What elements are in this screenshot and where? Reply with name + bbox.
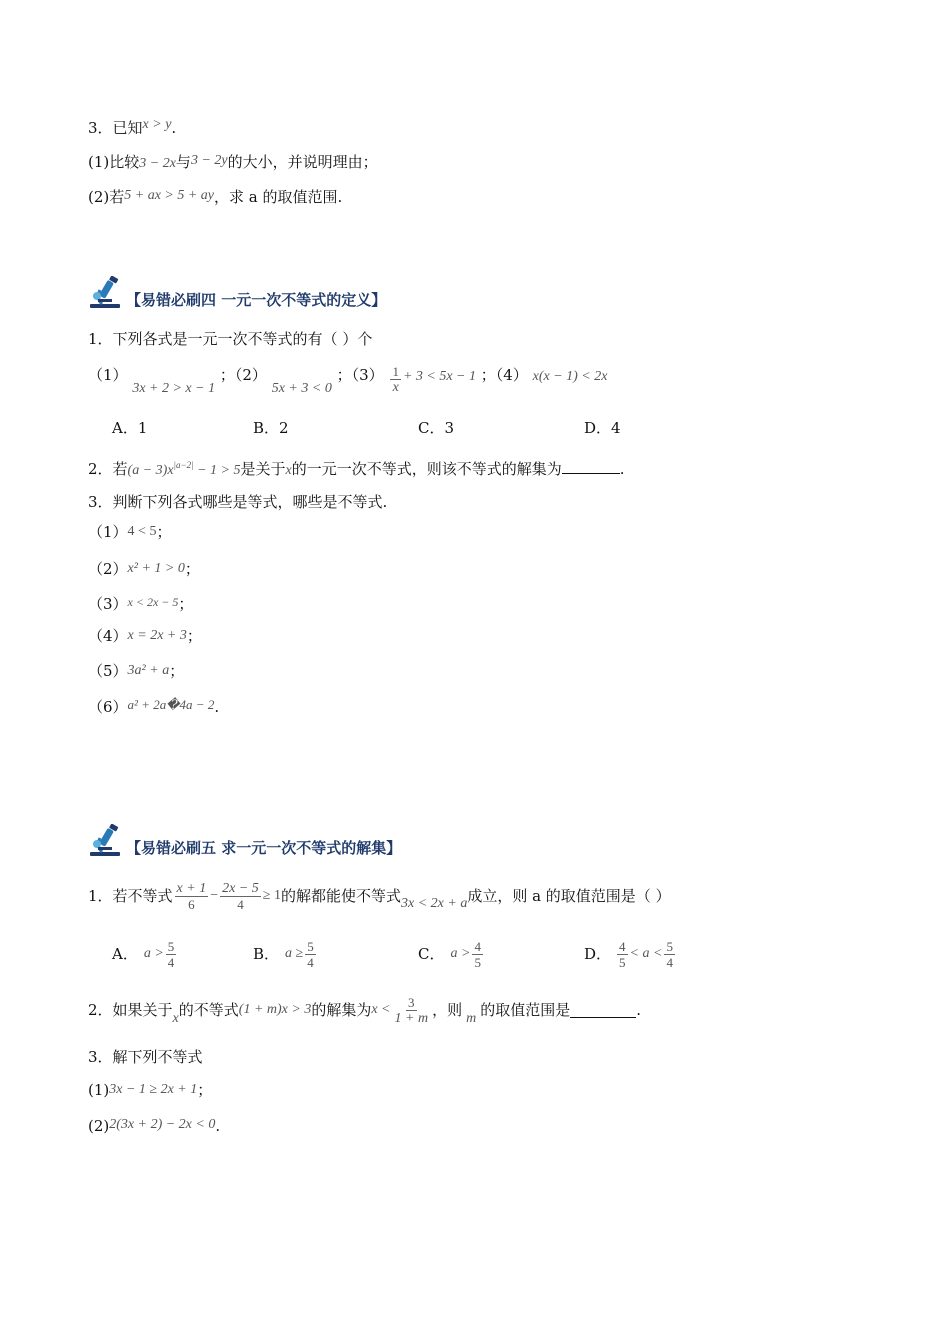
s4-q2 — [88, 455, 625, 481]
frac-num: 2x − 5 — [222, 880, 259, 896]
s5-q3-line1 — [88, 1080, 212, 1102]
s5-q3-text: 3．解下列不等式 — [88, 1048, 203, 1066]
text: 1．若不等式 — [88, 887, 173, 905]
text: ； — [169, 662, 185, 680]
math-expr: a ≥ — [285, 946, 304, 961]
frac-num: 4 — [619, 938, 626, 954]
frac-den: x — [392, 380, 399, 395]
fraction — [390, 364, 401, 395]
section-title: 【易错必刷四 一元一次不等式的定义】 — [126, 291, 387, 309]
item-label: （5） — [88, 662, 128, 680]
math-expr: 4 < 5 — [127, 524, 157, 539]
text: . — [619, 460, 625, 478]
frac-num: 5 — [167, 938, 175, 954]
frac-den: 4 — [167, 954, 175, 970]
math-exponent: |a−2| — [173, 460, 194, 470]
text: . — [214, 698, 220, 716]
text: 的大小，并说明理由； — [227, 153, 378, 171]
text: 的一元一次不等式，则该不等式的解集为 — [291, 460, 562, 478]
fraction — [305, 939, 316, 970]
q3-top-line3 — [88, 187, 342, 209]
s4-q3-text: 3．判断下列各式哪些是等式，哪些是不等式. — [88, 493, 388, 511]
text: 2．如果关于 — [88, 1001, 173, 1019]
text: ，则 — [432, 1001, 463, 1019]
math-var: x — [172, 1011, 179, 1026]
text: (2) — [88, 1117, 110, 1135]
text: . — [636, 1001, 642, 1019]
text: ； — [184, 560, 200, 578]
s4-q1-option-b: B．2 — [253, 419, 289, 437]
answer-blank[interactable] — [570, 1003, 636, 1018]
s4-q3-item — [88, 559, 200, 581]
text: 3．已知 — [88, 119, 143, 137]
text: (1) — [88, 1081, 110, 1099]
fraction — [617, 939, 628, 970]
frac-num: 3 — [408, 994, 415, 1010]
fraction — [220, 881, 261, 912]
frac-num: 5 — [307, 938, 314, 954]
s4-q1-option-c: C．3 — [418, 419, 455, 437]
text: (1)比较 — [88, 153, 140, 171]
q3-top-line2 — [88, 152, 378, 174]
text: (2)若 — [88, 188, 125, 206]
option-label: C． — [418, 945, 445, 963]
s4-q3-item — [88, 626, 202, 648]
s4-q1-text: 1．下列各式是一元一次不等式的有（ ）个 — [88, 330, 373, 348]
math-expr: a² + 2a�4a − 2 — [127, 697, 215, 712]
microscope-icon — [88, 824, 124, 858]
frac-den: 4 — [666, 954, 673, 970]
math-expr: 3a² + a — [127, 663, 170, 678]
s5-q1-option-d — [584, 932, 677, 976]
text: ； — [186, 627, 202, 645]
s4-q3-item — [88, 697, 219, 718]
math-expr: x < — [371, 1002, 391, 1017]
section-header-5 — [88, 824, 401, 858]
frac-num: 5 — [666, 938, 673, 954]
option-label: B． — [253, 945, 280, 963]
s4-q1-option-d: D．4 — [584, 419, 621, 437]
math-expr: 3x − 1 ≥ 2x + 1 — [109, 1082, 198, 1097]
s5-q3-line2 — [88, 1116, 220, 1138]
math-expr: ≥ 1 — [262, 888, 281, 903]
text: 与 — [175, 153, 191, 171]
math-expr: 3x < 2x + a — [401, 896, 468, 911]
math-expr: − 1 > 5 — [193, 463, 241, 478]
math-var: m — [466, 1011, 477, 1026]
s5-q2 — [88, 988, 641, 1032]
math-expr: x < 2x − 5 — [127, 595, 179, 609]
text: . — [215, 1117, 221, 1135]
s5-q1-option-a — [112, 932, 178, 976]
option-label: A． — [112, 945, 138, 963]
math-var: x — [285, 463, 292, 478]
frac-den: 4 — [307, 954, 314, 970]
s4-q3-item — [88, 594, 193, 615]
math-expr: x > y — [142, 117, 172, 132]
frac-den: 4 — [237, 896, 244, 912]
text: 2．若 — [88, 460, 128, 478]
item-label: ；（4） — [480, 365, 528, 384]
item-label: （1） — [88, 523, 128, 541]
math-expr: (a − 3)x — [127, 463, 174, 478]
fraction — [472, 939, 483, 970]
section-header-4 — [88, 276, 386, 310]
frac-den: 5 — [474, 954, 481, 970]
text: 的不等式 — [178, 1001, 239, 1019]
item-label: （4） — [88, 627, 128, 645]
frac-den: 5 — [619, 954, 626, 970]
math-expr: x² + 1 > 0 — [127, 561, 185, 576]
option-label: D． — [584, 945, 612, 963]
item-label: ；（2） — [219, 365, 267, 384]
text: 的取值范围是 — [480, 1001, 571, 1019]
frac-den: 6 — [188, 896, 195, 912]
microscope-icon — [88, 276, 124, 310]
frac-den: 1 + m — [394, 1010, 429, 1026]
fraction — [175, 881, 209, 912]
math-expr: 3x + 2 > x − 1 — [132, 380, 216, 396]
math-expr: (1 + m)x > 3 — [238, 1002, 312, 1017]
item-label: （3） — [88, 595, 128, 613]
fraction — [664, 939, 675, 970]
math-expr: a > — [450, 946, 471, 961]
text: ； — [197, 1081, 213, 1099]
s4-q1-option-a: A．1 — [112, 419, 148, 437]
math-expr: + 3 < 5x − 1 — [402, 368, 476, 384]
math-expr: a > — [143, 946, 164, 961]
fraction — [166, 939, 177, 970]
s4-q3-item — [88, 522, 171, 544]
s5-q1 — [88, 874, 671, 918]
text: 成立，则 a 的取值范围是（ ） — [467, 887, 671, 905]
math-expr: < a < — [629, 946, 663, 961]
text: ，求 a 的取值范围. — [214, 188, 343, 206]
item-label: （1） — [88, 365, 128, 384]
text: 的解都能使不等式 — [280, 887, 401, 905]
s5-q1-option-c — [418, 932, 485, 976]
text: ； — [156, 523, 172, 541]
math-expr: 5 + ax > 5 + ay — [124, 188, 215, 203]
answer-blank[interactable] — [562, 459, 620, 474]
frac-num: 1 — [392, 364, 399, 379]
math-expr: x(x − 1) < 2x — [532, 368, 608, 384]
math-op: − — [210, 888, 219, 903]
s4-q1-items — [88, 366, 607, 406]
q3-top-line1 — [88, 118, 176, 140]
s4-q3-item — [88, 661, 184, 683]
text: ； — [178, 595, 194, 613]
section-title: 【易错必刷五 求一元一次不等式的解集】 — [126, 839, 402, 857]
item-label: （6） — [88, 698, 128, 716]
text: . — [171, 119, 177, 137]
s5-q1-option-b — [253, 932, 318, 976]
item-label: ；（3） — [336, 365, 384, 384]
fraction — [393, 995, 431, 1026]
math-expr: 3 − 2y — [190, 153, 228, 168]
math-expr: 2(3x + 2) − 2x < 0 — [109, 1117, 216, 1132]
item-label: （2） — [88, 560, 128, 578]
text: 是关于 — [240, 460, 286, 478]
math-expr: x = 2x + 3 — [127, 628, 187, 643]
frac-num: x + 1 — [176, 880, 207, 896]
math-expr: 3 − 2x — [139, 156, 176, 171]
frac-num: 4 — [474, 938, 481, 954]
math-expr: 5x + 3 < 0 — [271, 380, 332, 396]
text: 的解集为 — [311, 1001, 372, 1019]
